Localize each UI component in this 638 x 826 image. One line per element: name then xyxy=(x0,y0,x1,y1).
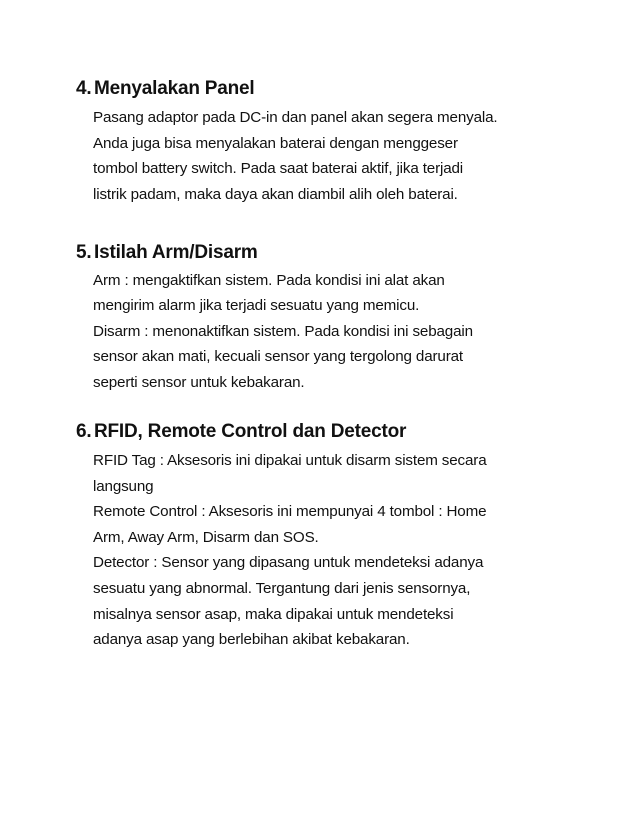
paragraph-line: tombol battery switch. Pada saat baterai aktif, jika terjadi xyxy=(93,160,464,177)
paragraph-line: sesuatu yang abnormal. Tergantung dari jenis sensornya, xyxy=(93,580,471,597)
section-title: Menyalakan Panel xyxy=(94,78,255,99)
section-heading-4 xyxy=(76,77,255,101)
paragraph-line: Remote Control : Aksesoris ini mempunyai 4 tombol : Home xyxy=(93,503,487,520)
section-title: RFID, Remote Control dan Detector xyxy=(94,421,407,442)
paragraph-line: Arm, Away Arm, Disarm dan SOS. xyxy=(93,529,319,546)
paragraph-line: langsung xyxy=(93,478,154,495)
paragraph-line: Anda juga bisa menyalakan baterai dengan menggeser xyxy=(93,135,458,152)
section-number: 5. xyxy=(76,242,92,263)
paragraph-line: listrik padam, maka daya akan diambil alih oleh baterai. xyxy=(93,186,458,203)
section-heading-6 xyxy=(76,420,406,444)
section-number: 4. xyxy=(76,78,92,99)
paragraph-line: mengirim alarm jika terjadi sesuatu yang memicu. xyxy=(93,297,420,314)
paragraph-line: misalnya sensor asap, maka dipakai untuk mendeteksi xyxy=(93,606,454,623)
paragraph-line: RFID Tag : Aksesoris ini dipakai untuk disarm sistem secara xyxy=(93,452,487,469)
paragraph-line: Pasang adaptor pada DC-in dan panel akan segera menyala. xyxy=(93,109,498,126)
paragraph-line: adanya asap yang berlebihan akibat kebakaran. xyxy=(93,631,410,648)
paragraph-line: Detector : Sensor yang dipasang untuk mendeteksi adanya xyxy=(93,554,484,571)
section-heading-5 xyxy=(76,241,258,265)
paragraph-line: Disarm : menonaktifkan sistem. Pada kondisi ini sebagain xyxy=(93,323,473,340)
section-title: Istilah Arm/Disarm xyxy=(94,242,258,263)
section-number: 6. xyxy=(76,421,92,442)
paragraph-line: seperti sensor untuk kebakaran. xyxy=(93,374,305,391)
paragraph-line: sensor akan mati, kecuali sensor yang tergolong darurat xyxy=(93,348,463,365)
paragraph-line: Arm : mengaktifkan sistem. Pada kondisi ini alat akan xyxy=(93,272,445,289)
